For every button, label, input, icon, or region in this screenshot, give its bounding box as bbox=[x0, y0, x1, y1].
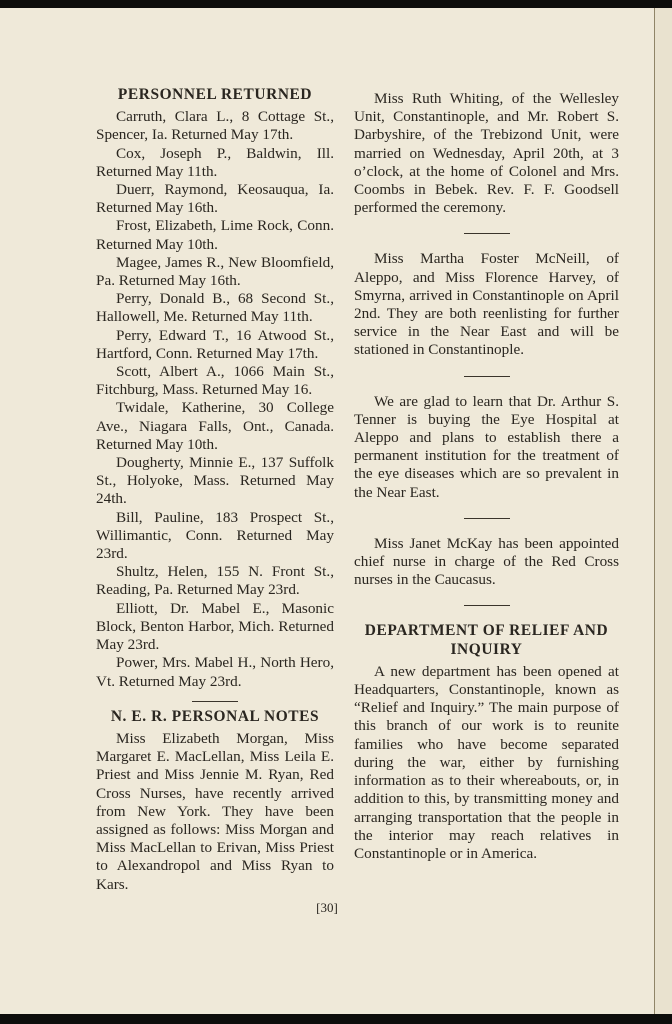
next-page-edge bbox=[654, 8, 672, 1014]
personal-notes-heading: N. E. R. PERSONAL NOTES bbox=[110, 707, 320, 725]
page-number: [30] bbox=[316, 900, 338, 915]
note-paragraph: Miss Martha Foster McNeill, of Aleppo, and Miss Florence Harvey, of Smyrna, arrived in Constantinople on April 2nd. They are both reenlisting for further service in the Near East and will be stationed in Constantinople. bbox=[354, 250, 619, 359]
personnel-entry: Magee, James R., New Bloomfield, Pa. Returned May 16th. bbox=[96, 253, 334, 290]
left-column bbox=[96, 86, 334, 894]
personal-notes-paragraph: Miss Elizabeth Morgan, Miss Margaret E. MacLellan, Miss Leila E. Priest and Miss Jennie M. Ryan, Red Cross Nurses, have recently arrived from New York. They have been assigned as follows: Miss Morgan and Miss MacLellan to Erivan, Miss Priest to Alexandropol and Miss Ryan to Kars. bbox=[96, 729, 334, 893]
personnel-entry: Cox, Joseph P., Baldwin, Ill. Returned May 11th. bbox=[96, 144, 334, 180]
section-divider bbox=[192, 701, 238, 702]
section-divider bbox=[464, 233, 510, 234]
personnel-entry: Duerr, Raymond, Keosauqua, Ia. Returned May 16th. bbox=[96, 181, 334, 217]
personnel-entry: Perry, Edward T., 16 Atwood St., Hartford, Conn. Returned May 17th. bbox=[96, 326, 334, 362]
department-heading: DEPARTMENT OF RELIEF AND INQUIRY bbox=[364, 622, 609, 658]
personnel-entry: Frost, Elizabeth, Lime Rock, Conn. Returned May 10th. bbox=[96, 217, 334, 253]
personnel-entry: Shultz, Helen, 155 N. Front St., Reading, Pa. Returned May 23rd. bbox=[96, 563, 334, 599]
section-divider bbox=[464, 518, 510, 519]
note-paragraph: Miss Ruth Whiting, of the Wellesley Unit, Constantinople, and Mr. Robert S. Darbyshire, of the Trebizond Unit, were married on Wednesday, April 20th, at 3 o’clock, at the home of Colonel and Mrs. Coombs in Bebek. Rev. F. F. Goodsell performed the ceremony. bbox=[354, 90, 619, 217]
section-divider bbox=[464, 376, 510, 377]
personnel-entry: Perry, Donald B., 68 Second St., Hallowell, Me. Returned May 11th. bbox=[96, 290, 334, 326]
right-column bbox=[354, 90, 619, 863]
personnel-entry: Elliott, Dr. Mabel E., Masonic Block, Benton Harbor, Mich. Returned May 23rd. bbox=[96, 599, 334, 654]
personnel-list bbox=[96, 108, 334, 691]
personnel-entry: Twidale, Katherine, 30 College Ave., Niagara Falls, Ont., Canada. Returned May 10th. bbox=[96, 399, 334, 453]
note-paragraph: Miss Janet McKay has been appointed chief nurse in charge of the Red Cross nurses in the Caucasus. bbox=[354, 534, 619, 589]
note-paragraph: We are glad to learn that Dr. Arthur S. Tenner is buying the Eye Hospital at Aleppo and plans to establish there a permanent institution for the treatment of the eye diseases which are so prevalent in the Near East. bbox=[354, 392, 619, 501]
personnel-entry: Carruth, Clara L., 8 Cottage St., Spencer, Ia. Returned May 17th. bbox=[96, 108, 334, 144]
department-paragraph: A new department has been opened at Headquarters, Constantinople, known as “Relief and Inquiry.” The main purpose of this branch of our work is to reunite families who have become separated during the war, either by furnishing information as to their whereabouts, or, in addition to this, by transmitting money and arranging transportation that the people in the interior may reach relatives in Constantinople or in America. bbox=[354, 662, 619, 862]
personnel-entry: Bill, Pauline, 183 Prospect St., Willimantic, Conn. Returned May 23rd. bbox=[96, 508, 334, 563]
personnel-returned-heading: PERSONNEL RETURNED bbox=[117, 86, 313, 103]
personnel-entry: Dougherty, Minnie E., 137 Suffolk St., Holyoke, Mass. Returned May 24th. bbox=[96, 454, 334, 508]
section-divider bbox=[464, 605, 510, 606]
personnel-entry: Power, Mrs. Mabel H., North Hero, Vt. Returned May 23rd. bbox=[96, 654, 334, 690]
personnel-entry: Scott, Albert A., 1066 Main St., Fitchburg, Mass. Returned May 16. bbox=[96, 363, 334, 399]
